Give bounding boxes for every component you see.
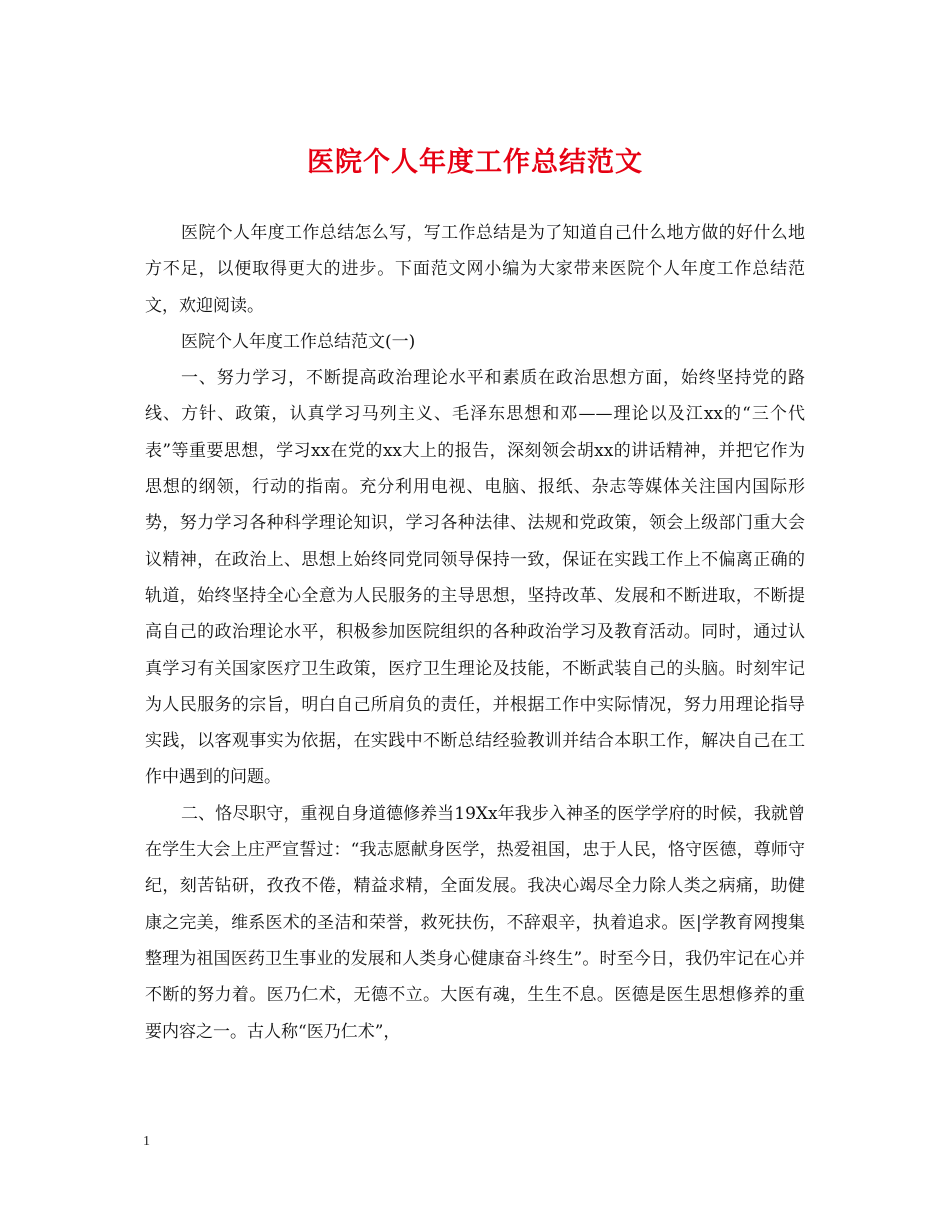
- paragraph-part-two: 二、恪尽职守，重视自身道德修养当19Xx年我步入神圣的医学学府的时候，我就曾在学生大会上庄严宣誓过：“我志愿献身医学，热爱祖国，忠于人民，恪守医德，尊师守纪，刻苦钻研，孜孜不倦，精益求精，全面发展。我决心竭尽全力除人类之病痛，助健康之完美，维系医术的圣洁和荣誉，救死扶伤，不辞艰辛，执着追求。医|学教育网搜集整理为祖国医药卫生事业的发展和人类身心健康奋斗终生”。时至今日，我仍牢记在心并不断的努力着。医乃仁术，无德不立。大医有魂，生生不息。医德是医生思想修养的重要内容之一。古人称“医乃仁术”，: [145, 803, 805, 1042]
- paragraph-part-one: 一、努力学习，不断提高政治理论水平和素质在政治思想方面，始终坚持党的路线、方针、政策，认真学习马列主义、毛泽东思想和邓——理论以及江xx的“三个代表”等重要思想，学习xx在党的xx大上的报告，深刻领会胡xx的讲话精神，并把它作为思想的纲领，行动的指南。充分利用电视、电脑、报纸、杂志等媒体关注国内国际形势，努力学习各种科学理论知识，学习各种法律、法规和党政策，领会上级部门重大会议精神，在政治上、思想上始终同党同领导保持一致，保证在实践工作上不偏离正确的轨道，始终坚持全心全意为人民服务的主导思想，坚持改革、发展和不断进取，不断提高自己的政治理论水平，积极参加医院组织的各种政治学习及教育活动。同时，通过认真学习有关国家医疗卫生政策，医疗卫生理论及技能，不断武装自己的头脑。时刻牢记为人民服务的宗旨，明白自己所肩负的责任，并根据工作中实际情况，努力用理论指导实践，以客观事实为依据，在实践中不断总结经验教训并结合本职工作，解决自己在工作中遇到的问题。: [145, 368, 805, 788]
- paragraph-intro: 医院个人年度工作总结怎么写，写工作总结是为了知道自己什么地方做的好什么地方不足，以便取得更大的进步。下面范文网小编为大家带来医院个人年度工作总结范文，欢迎阅读。: [145, 223, 805, 316]
- page-number: 1: [143, 1134, 150, 1149]
- paragraph-section-heading: 医院个人年度工作总结范文(一): [181, 331, 416, 352]
- document-title: 医院个人年度工作总结范文: [307, 147, 643, 178]
- document-body: [145, 215, 805, 1050]
